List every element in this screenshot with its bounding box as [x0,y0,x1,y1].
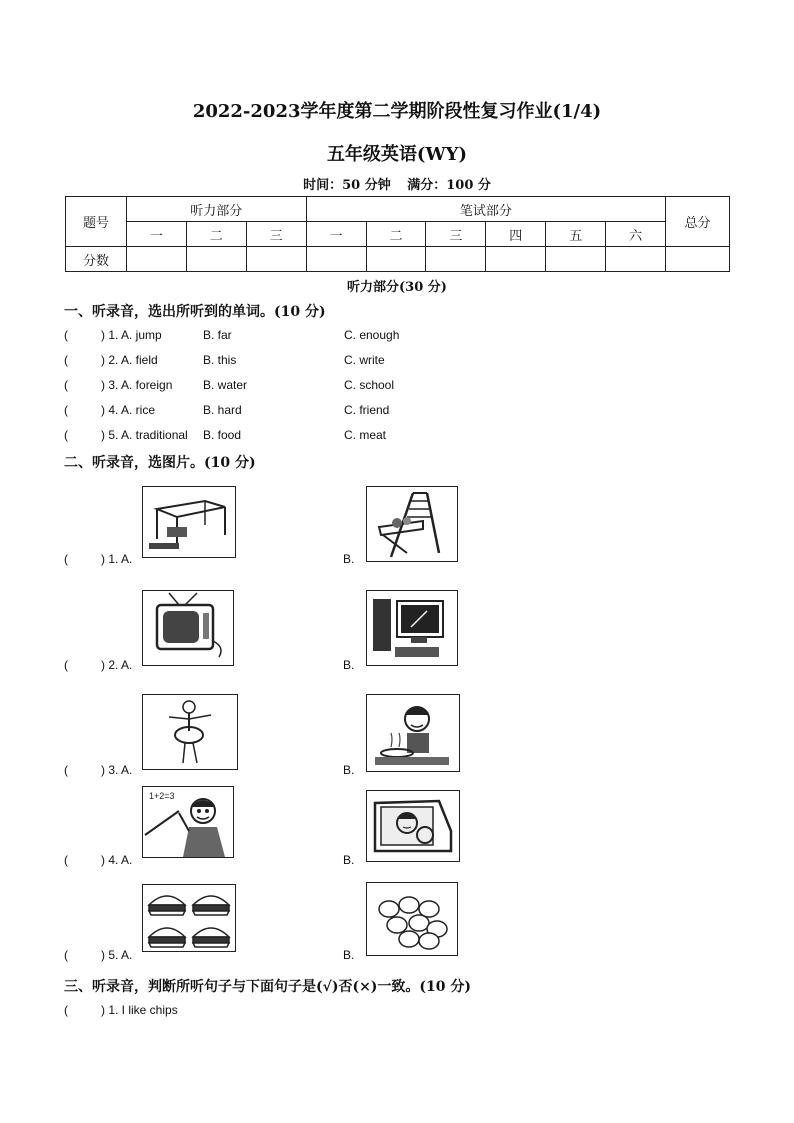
option-a: ) 1. A. [101,552,133,566]
option-c: C. friend [344,403,390,417]
exam-info [0,174,794,193]
score-cell[interactable] [606,247,666,272]
table-icon[interactable] [142,486,236,558]
score-table-col: 六 [606,222,666,247]
score-table-col: 一 [306,222,366,247]
answer-blank[interactable]: ( [64,948,85,962]
score-table-writing: 笔试部分 [306,197,665,222]
option-c: C. school [344,378,395,392]
computer-icon[interactable] [366,590,458,666]
option-b: B. [343,763,355,777]
score-cell[interactable] [186,247,246,272]
part1-heading: 一、听录音，选出所听到的单词。(10 分) [64,304,326,320]
score-cell[interactable] [426,247,486,272]
score-table-col: 三 [246,222,306,247]
option-b: B. [343,853,355,867]
score-table-col: 二 [186,222,246,247]
score-table-total: 总分 [666,197,730,247]
score-cell[interactable] [126,247,186,272]
score-table-score-label: 分数 [66,247,127,272]
option-b: B. water [203,378,248,392]
score-table-item-label: 题号 [66,197,127,247]
part2-heading: 二、听录音，选图片。(10 分) [64,455,256,471]
cook-icon[interactable] [366,694,460,772]
answer-blank[interactable]: ( [64,403,85,417]
answer-blank[interactable]: ( [64,658,85,672]
option-a: ) 2. A. field [101,353,158,367]
score-table-col: 一 [126,222,186,247]
score-cell[interactable] [486,247,546,272]
option-a: ) 4. A. [101,853,133,867]
part3-heading: 三、听录音，判断所听句子与下面句子是(√)否(×)一致。(10 分) [64,979,472,995]
option-b: B. far [203,328,232,342]
answer-blank[interactable]: ( [64,853,85,867]
score-table-col: 二 [366,222,426,247]
score-table-col: 五 [546,222,606,247]
score-table-col: 四 [486,222,546,247]
option-a: ) 3. A. [101,763,133,777]
option-b: B. this [203,353,237,367]
teacher-icon[interactable] [142,786,234,858]
score-table-col: 三 [426,222,486,247]
driver-icon[interactable] [366,790,460,862]
chair-icon[interactable] [366,486,458,562]
teacher-board-text: 1+2=3 [149,791,175,801]
option-a: ) 3. A. foreign [101,378,173,392]
score-table [65,196,730,272]
option-c: C. meat [344,428,387,442]
option-c: C. enough [344,328,400,342]
option-b: B. [343,658,355,672]
option-b: B. food [203,428,242,442]
answer-blank[interactable]: ( [64,1003,85,1017]
sentence-text: ) 1. I like chips [101,1003,178,1017]
option-a: ) 1. A. jump [101,328,162,342]
option-b: B. hard [203,403,242,417]
option-a: ) 2. A. [101,658,133,672]
answer-blank[interactable]: ( [64,763,85,777]
score-cell[interactable] [246,247,306,272]
page-title: 2022-2023学年度第二学期阶段性复习作业(1/4) [192,101,602,122]
exam-full-score: 满分：100 分 [407,178,491,193]
exam-time: 时间：50 分钟 [303,178,391,193]
listening-section-heading: 听力部分(30 分) [347,280,447,295]
score-cell[interactable] [666,247,730,272]
option-a: ) 5. A. [101,948,133,962]
option-b: B. [343,552,355,566]
answer-blank[interactable]: ( [64,552,85,566]
score-cell[interactable] [366,247,426,272]
score-table-listening: 听力部分 [126,197,306,222]
score-cell[interactable] [306,247,366,272]
answer-blank[interactable]: ( [64,378,85,392]
option-a: ) 4. A. rice [101,403,156,417]
score-cell[interactable] [546,247,606,272]
dancer-icon[interactable] [142,694,238,770]
option-b: B. [343,948,355,962]
option-c: C. write [344,353,385,367]
eggs-icon[interactable] [366,882,458,956]
option-a: ) 5. A. traditional [101,428,188,442]
hamburgers-icon[interactable] [142,884,236,952]
page-subtitle: 五年级英语(WY) [326,144,468,165]
answer-blank[interactable]: ( [64,353,85,367]
tv-icon[interactable] [142,590,234,666]
answer-blank[interactable]: ( [64,428,85,442]
answer-blank[interactable]: ( [64,328,85,342]
